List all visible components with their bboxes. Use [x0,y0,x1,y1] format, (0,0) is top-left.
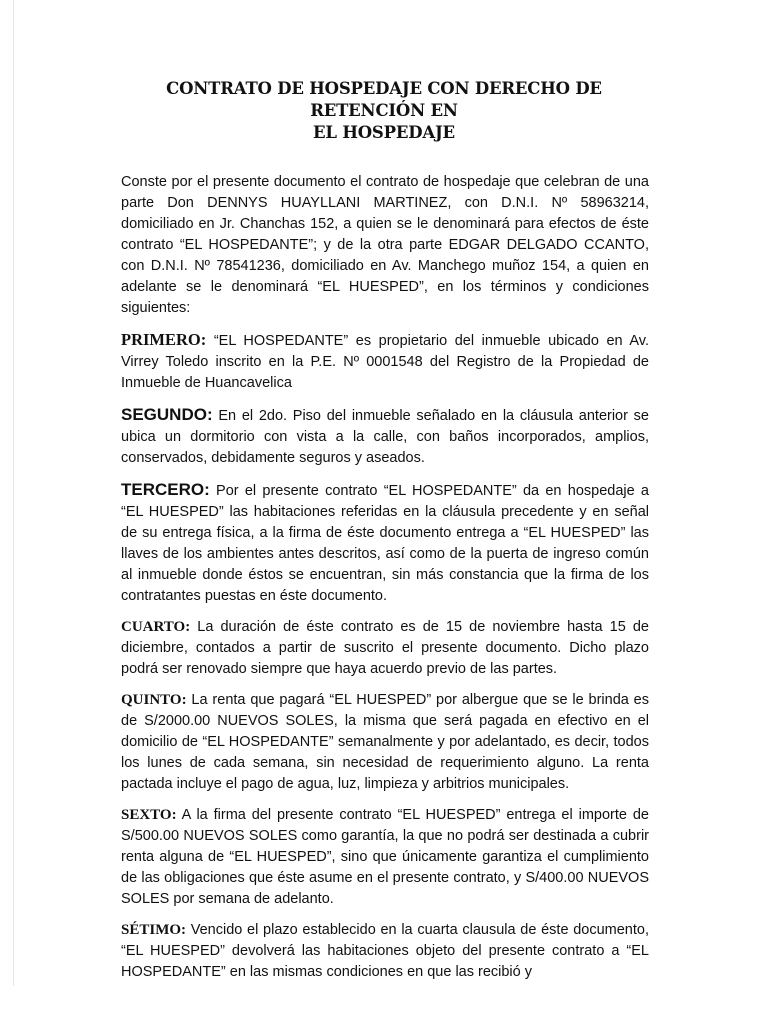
clause-label: PRIMERO: [121,330,207,349]
page-cut-off [0,986,768,1024]
clause-tercero [121,479,649,607]
page-edge-line [13,0,14,1024]
title-line-1: CONTRATO DE HOSPEDAJE CON DERECHO DE RETENCIÓN EN [166,79,602,120]
clause-text: Por el presente contrato “EL HOSPEDANTE” da en hospedaje a “EL HUESPED” las habitaciones referidas en la cláusula precedente y en señal de su entrega física, a la firma de éste documento entrega a “EL HUESPED” las llaves de los ambientes antes descritos, así como de la puerta de ingreso común al inmueble donde éstos se encuentran, sin más constancia que la firma de los contratantes puestas en éste documento. [121,483,649,604]
title-line-2: EL HOSPEDAJE [313,123,455,142]
clause-sexto [121,805,649,910]
clause-label: CUARTO: [121,619,191,635]
clause-label: QUINTO: [121,692,187,708]
clause-text: La duración de éste contrato es de 15 de noviembre hasta 15 de diciembre, contados a partir de suscrito el presente documento. Dicho plazo podrá ser renovado siempre que haya acuerdo previo de las partes. [121,619,649,677]
clause-segundo [121,404,649,469]
clause-text: “EL HOSPEDANTE” es propietario del inmueble ubicado en Av. Virrey Toledo inscrito en la P.E. Nº 0001548 del Registro de la Propiedad de Inmueble de Huancavelica [121,333,649,391]
document-title [110,78,658,144]
clause-primero [121,329,649,394]
clause-label: SEGUNDO: [121,405,213,424]
clause-setimo [121,920,649,983]
clause-label: SEXTO: [121,807,177,823]
clause-text: Vencido el plazo establecido en la cuarta clausula de éste documento, “EL HUESPED” devolverá las habitaciones objeto del presente contrato a “EL HOSPEDANTE” en las mismas condiciones en que las recibió y [121,922,649,980]
clause-label: TERCERO: [121,480,210,499]
clause-quinto [121,690,649,795]
intro-paragraph: Conste por el presente documento el contrato de hospedaje que celebran de una parte Don DENNYS HUAYLLANI MARTINEZ, con D.N.I. Nº 58963214, domiciliado en Jr. Chanchas 152, a quien se le denominará para efectos de éste contrato “EL HOSPEDANTE”; y de la otra parte EDGAR DELGADO CCANTO, con D.N.I. Nº 78541236, domiciliado en Av. Manchego muñoz 154, a quien en adelante se le denominará “EL HUESPED”, en los términos y condiciones siguientes: [121,174,649,316]
clause-cuarto [121,617,649,680]
clause-text: En el 2do. Piso del inmueble señalado en la cláusula anterior se ubica un dormitorio con vista a la calle, con baños incorporados, amplios, conservados, debidamente seguros y aseados. [121,408,649,466]
clause-text: La renta que pagará “EL HUESPED” por albergue que se le brinda es de S/2000.00 NUEVOS SOLES, la misma que será pagada en efectivo en el domicilio de “EL HOSPEDANTE” semanalmente y por adelantado, es decir, todos los lunes de cada semana, sin necesidad de requerimiento alguno. La renta pactada incluye el pago de agua, luz, limpieza y arbitrios municipales. [121,692,649,792]
clause-label: SÉTIMO: [121,922,187,938]
clause-text: A la firma del presente contrato “EL HUESPED” entrega el importe de S/500.00 NUEVOS SOLES como garantía, la que no podrá ser destinada a cubrir renta alguna de “EL HUESPED”, sino que únicamente garantiza el cumplimiento de las obligaciones que éste asume en el presente contrato, y S/400.00 NUEVOS SOLES por semana de adelanto. [121,807,649,907]
document-body [121,172,649,993]
